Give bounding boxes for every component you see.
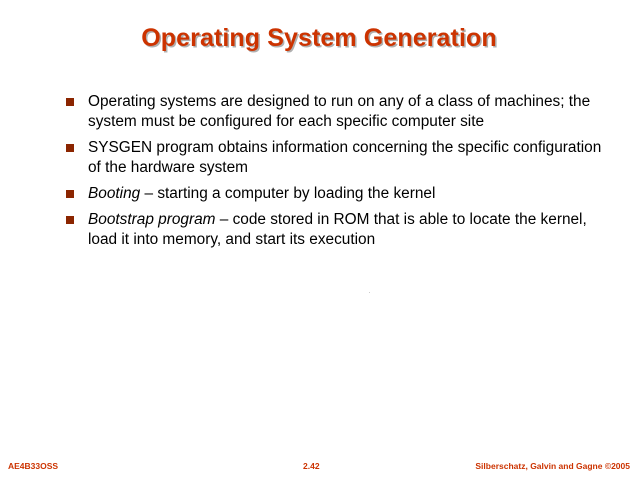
slide-title: Operating System Generation <box>141 24 497 52</box>
bullet-term: Bootstrap program <box>88 211 216 228</box>
bullet-text: SYSGEN program obtains information concerning the specific configuration of the hardware system <box>88 139 602 176</box>
bullet-item <box>66 184 606 204</box>
square-bullet-icon <box>66 98 74 106</box>
footer-course-code: AE4B33OSS <box>8 461 59 471</box>
stray-mark <box>369 292 370 293</box>
square-bullet-icon <box>66 216 74 224</box>
bullet-text: – starting a computer by loading the kernel <box>140 185 436 202</box>
bullet-list <box>66 92 606 256</box>
bullet-item <box>66 92 606 132</box>
bullet-item <box>66 210 606 250</box>
bullet-item <box>66 138 606 178</box>
footer-copyright: Silberschatz, Galvin and Gagne ©2005 <box>475 461 630 471</box>
square-bullet-icon <box>66 144 74 152</box>
bullet-term: Booting <box>88 185 141 202</box>
bullet-text: Operating systems are designed to run on any of a class of machines; the system must be configured for each specific computer site <box>88 93 591 130</box>
bullet-text: – code stored in ROM that is able to locate the kernel, load it into memory, and start its execution <box>88 211 587 248</box>
square-bullet-icon <box>66 190 74 198</box>
footer-page-number: 2.42 <box>303 461 320 471</box>
